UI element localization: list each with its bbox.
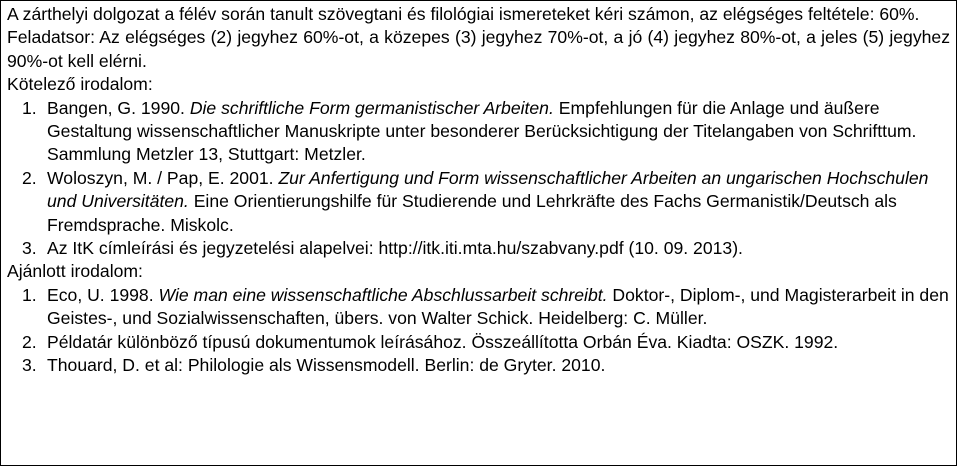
list-item — [7, 167, 950, 237]
item-lead: Woloszyn, M. / Pap, E. 2001. — [47, 167, 279, 188]
item-lead: Bangen, G. 1990. — [47, 97, 190, 118]
mandatory-reading-heading: Kötelező irodalom: — [7, 74, 153, 95]
item-lead: Az ItK címleírási és jegyzetelési alapelvei: http://itk.iti.mta.hu/szabvany.pdf (10. 09. 2013). — [47, 238, 743, 259]
list-item — [7, 97, 950, 167]
list-item — [7, 284, 950, 331]
mandatory-reading-list — [7, 97, 950, 261]
item-number: 2. — [22, 167, 37, 188]
item-details: Eine Orientierungshilfe für Studierende und Lehrkräfte des Fachs Germanistik/Deutsch als Fremdsprache. Miskolc. — [47, 191, 897, 235]
item-lead: Példatár különböző típusú dokumentumok leírásához. Összeállította Orbán Éva. Kiadta: OSZK. 1992. — [47, 331, 839, 352]
item-number: 1. — [22, 284, 37, 305]
item-number: 3. — [22, 355, 37, 376]
item-number: 2. — [22, 331, 37, 352]
exam-requirement-text: A zárthelyi dolgozat a félév során tanult szövegtani és filológiai ismereteket kéri számon, az elégséges feltétele: 60%. — [7, 4, 920, 24]
list-item — [7, 237, 950, 260]
recommended-reading-list — [7, 284, 950, 378]
item-lead: Thouard, D. et al: Philologie als Wissensmodell. Berlin: de Gryter. 2010. — [47, 355, 606, 376]
item-title: Die schriftliche Form germanistischer Arbeiten. — [189, 97, 554, 118]
list-item — [7, 354, 950, 377]
item-title: Wie man eine wissenschaftliche Abschlussarbeit schreibt. — [158, 284, 608, 305]
item-details: Doktor-, Diplom-, und Magisterarbeit in den Geistes-, und Sozialwissenschaften, übers. von Walter Schick. Heidelberg: C. Müller. — [47, 284, 949, 329]
item-number: 1. — [22, 97, 37, 118]
grading-rule-text: Feladatsor: Az elégséges (2) jegyhez 60%-ot, a közepes (3) jegyhez 70%-ot, a jó (4) jegyhez 80%-ot, a jeles (5) jegyhez 90%-ot kell elérni. — [7, 27, 950, 71]
item-number: 3. — [22, 238, 37, 259]
list-item — [7, 331, 950, 354]
recommended-reading-heading: Ajánlott irodalom: — [7, 261, 143, 282]
item-lead: Eco, U. 1998. — [47, 284, 159, 305]
item-details: Empfehlungen für die Anlage und äußere Gestaltung wissenschaftlicher Manuskripte unter besonderer Berücksichtigung der Titelangaben von Schrifttum. Sammlung Metzler 13, Stuttgart: Metzler. — [47, 97, 917, 165]
item-title: Zur Anfertigung und Form wissenschaftlicher Arbeiten an ungarischen Hochschulen und Universitäten. — [47, 167, 929, 212]
